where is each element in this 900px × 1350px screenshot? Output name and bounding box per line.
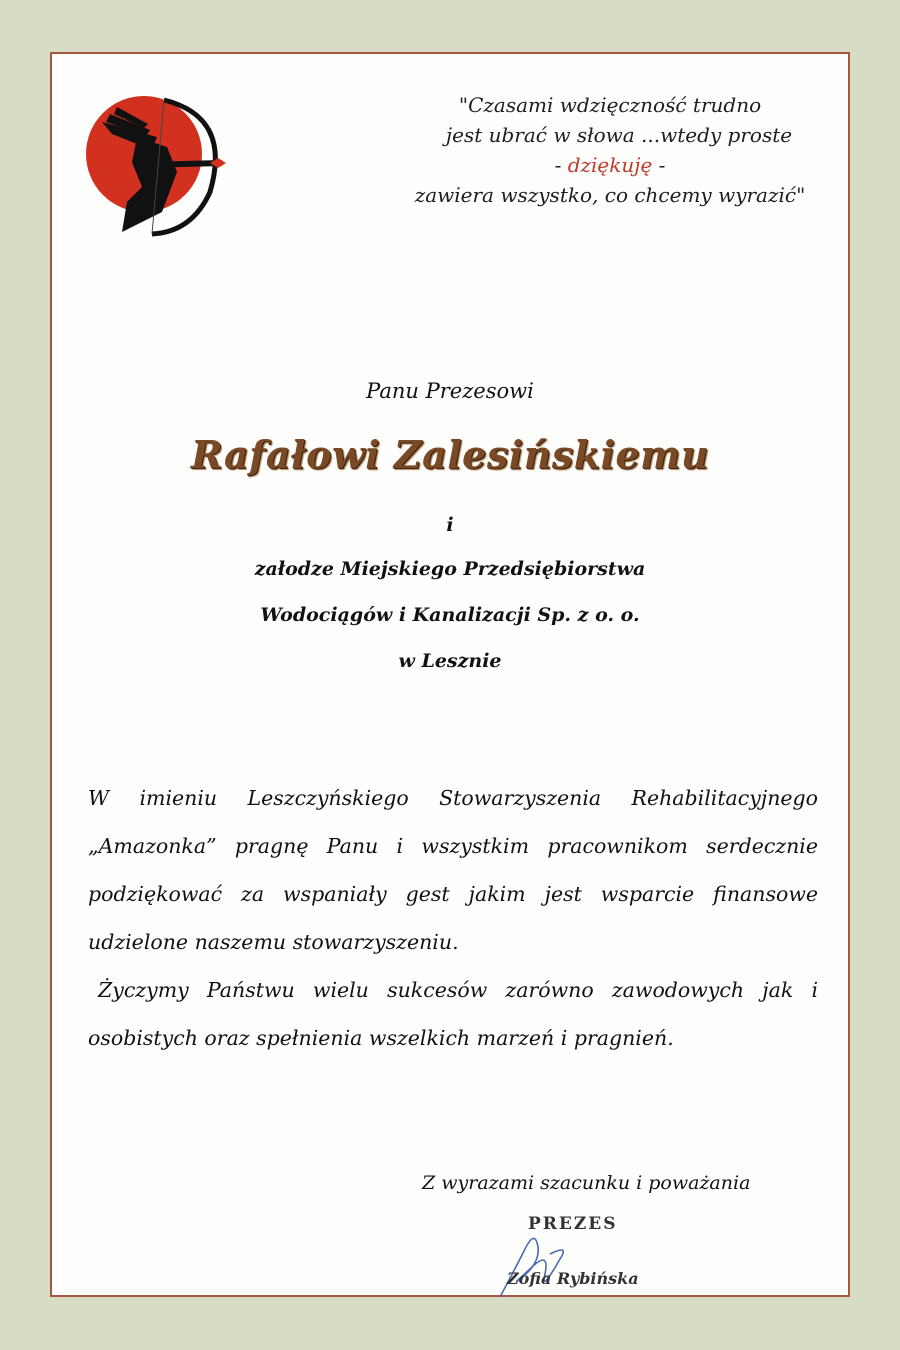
signer-name: Zofia Rybińska	[507, 1269, 639, 1288]
quote-line-1: "Czasami wdzięczność trudno	[458, 93, 762, 117]
quote-dash-left: -	[554, 153, 568, 177]
closing-phrase: Z wyrazami szacunku i poważania	[422, 1172, 751, 1194]
body-paragraph-1: W imieniu Leszczyńskiego Stowarzyszenia Rehabilitacyjnego „Amazonka” pragnę Panu i wszystkim pracownikom serdecznie podziękować za wspaniały gest jakim jest wsparcie finansowe udzielone naszemu stowarzyszeniu.	[88, 786, 818, 954]
conjunction: i	[446, 514, 454, 536]
body-paragraph-2: Życzymy Państwu wielu sukcesów zarówno zawodowych jak i osobistych oraz spełnienia wszelkich marzeń i pragnień.	[88, 978, 818, 1050]
quote-line-4: zawiera wszystko, co chcemy wyrazić"	[414, 183, 806, 207]
crew-line-2: Wodociągów i Kanalizacji Sp. z o. o.	[260, 604, 640, 626]
crew-line-1: załodze Miejskiego Przedsiębiorstwa	[254, 558, 646, 580]
salutation: Panu Prezesowi	[366, 379, 534, 403]
quote-line-2: jest ubrać w słowa ...wtedy proste	[445, 123, 793, 147]
quote-dash-right: -	[652, 153, 666, 177]
signer-title: PREZES	[528, 1214, 618, 1234]
handwritten-signature	[490, 1229, 580, 1299]
quote-line-3	[400, 150, 820, 180]
amazonka-archer-logo	[82, 92, 227, 237]
letter-body	[88, 774, 818, 1062]
crew-address	[52, 546, 848, 684]
opening-quote	[400, 90, 820, 210]
recipient-name: Rafałowi Zalesińskiemu	[191, 432, 709, 477]
crew-line-3: w Lesznie	[398, 650, 502, 672]
quote-highlight-word: dziękuję	[567, 153, 653, 177]
certificate-sheet	[50, 52, 850, 1297]
